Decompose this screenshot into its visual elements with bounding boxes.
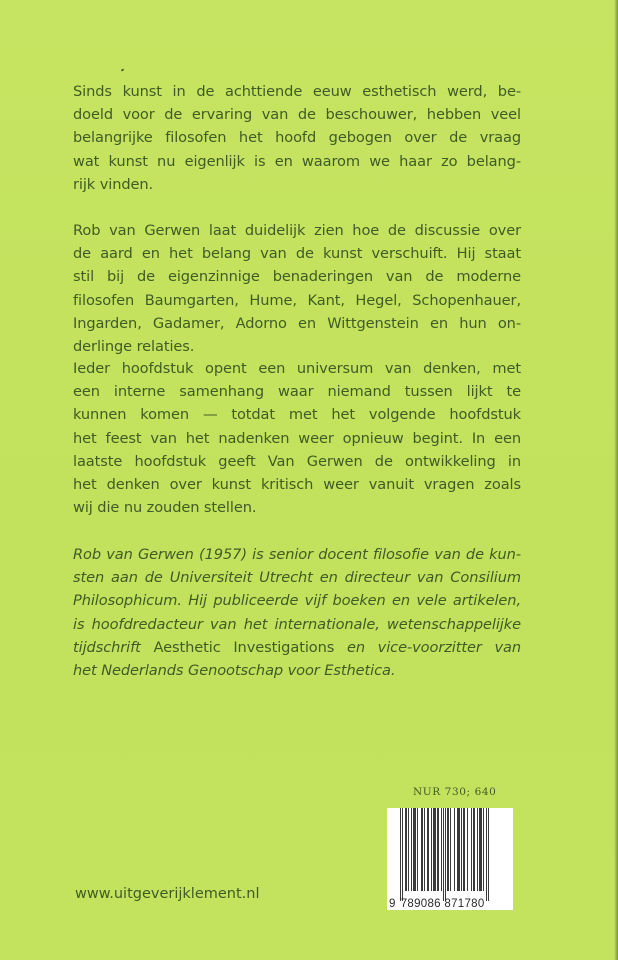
isbn-barcode bbox=[387, 808, 513, 910]
text-line: belangrijke filosofen het hoofd gebogen over de vraag bbox=[73, 129, 521, 147]
overview-paragraph bbox=[73, 219, 521, 358]
text-line: Ingarden, Gadamer, Adorno en Wittgenstein en hun on- bbox=[73, 314, 521, 332]
text-line: laatste hoofdstuk geeft Van Gerwen de ontwikkeling in bbox=[73, 452, 521, 470]
bio-line: het Nederlands Genootschap voor Esthetica. bbox=[73, 662, 396, 680]
cover-edge-shadow bbox=[614, 0, 618, 960]
barcode-first-digit: 9 bbox=[389, 898, 396, 910]
text-line: derlinge relaties. bbox=[73, 338, 195, 356]
text-line: de aard en het belang van de kunst verschuift. Hij staat bbox=[73, 245, 521, 263]
text-line: Ieder hoofdstuk opent een universum van denken, met bbox=[73, 360, 521, 377]
text-line: het feest van het nadenken weer opnieuw begint. In een bbox=[73, 429, 521, 447]
bio-text: tijdschrift bbox=[73, 638, 154, 656]
text-line: wij die nu zouden stellen. bbox=[73, 499, 257, 517]
text-line: wat kunst nu eigenlijk is en waarom we haar zo belang- bbox=[73, 152, 521, 170]
text-line: Sinds kunst in de achttiende eeuw esthetisch werd, be- bbox=[73, 83, 521, 100]
chapters-paragraph bbox=[73, 357, 521, 519]
text-line: Rob van Gerwen laat duidelijk zien hoe de discussie over bbox=[73, 222, 521, 239]
publisher-website-link[interactable]: www.uitgeverijklement.nl bbox=[75, 886, 260, 902]
text-line: doeld voor de ervaring van de beschouwer, hebben veel bbox=[73, 106, 521, 124]
text-line: het denken over kunst kritisch weer vanuit vragen zoals bbox=[73, 476, 521, 494]
bio-line: sten aan de Universiteit Utrecht en directeur van Consilium bbox=[73, 569, 521, 587]
text-line: stil bij de eigenzinnige benaderingen van de moderne bbox=[73, 268, 521, 286]
text-line: kunnen komen — totdat met het volgende hoofdstuk bbox=[73, 406, 521, 424]
barcode-digits bbox=[389, 898, 513, 910]
text-line: rijk vinden. bbox=[73, 175, 154, 193]
bio-line bbox=[73, 636, 521, 659]
bio-line: Philosophicum. Hij publiceerde vijf boeken en vele artikelen, bbox=[73, 592, 521, 610]
nur-code: NUR 730; 640 bbox=[413, 786, 497, 798]
bio-line: Rob van Gerwen (1957) is senior docent filosofie van de kun- bbox=[73, 546, 521, 563]
journal-title: Aesthetic Investigations bbox=[153, 638, 335, 656]
bio-line: is hoofdredacteur van het internationale, wetenschappelijke bbox=[73, 615, 521, 633]
text-line: filosofen Baumgarten, Hume, Kant, Hegel, Schopenhauer, bbox=[73, 291, 521, 309]
text-line: een interne samenhang waar niemand tussen lijkt te bbox=[73, 383, 521, 401]
bio-text: en vice-voorzitter van bbox=[334, 638, 521, 656]
intro-paragraph bbox=[73, 80, 521, 196]
author-bio bbox=[73, 543, 521, 682]
barcode-bars bbox=[400, 808, 512, 901]
barcode-number: 789086 871780 bbox=[400, 898, 485, 910]
